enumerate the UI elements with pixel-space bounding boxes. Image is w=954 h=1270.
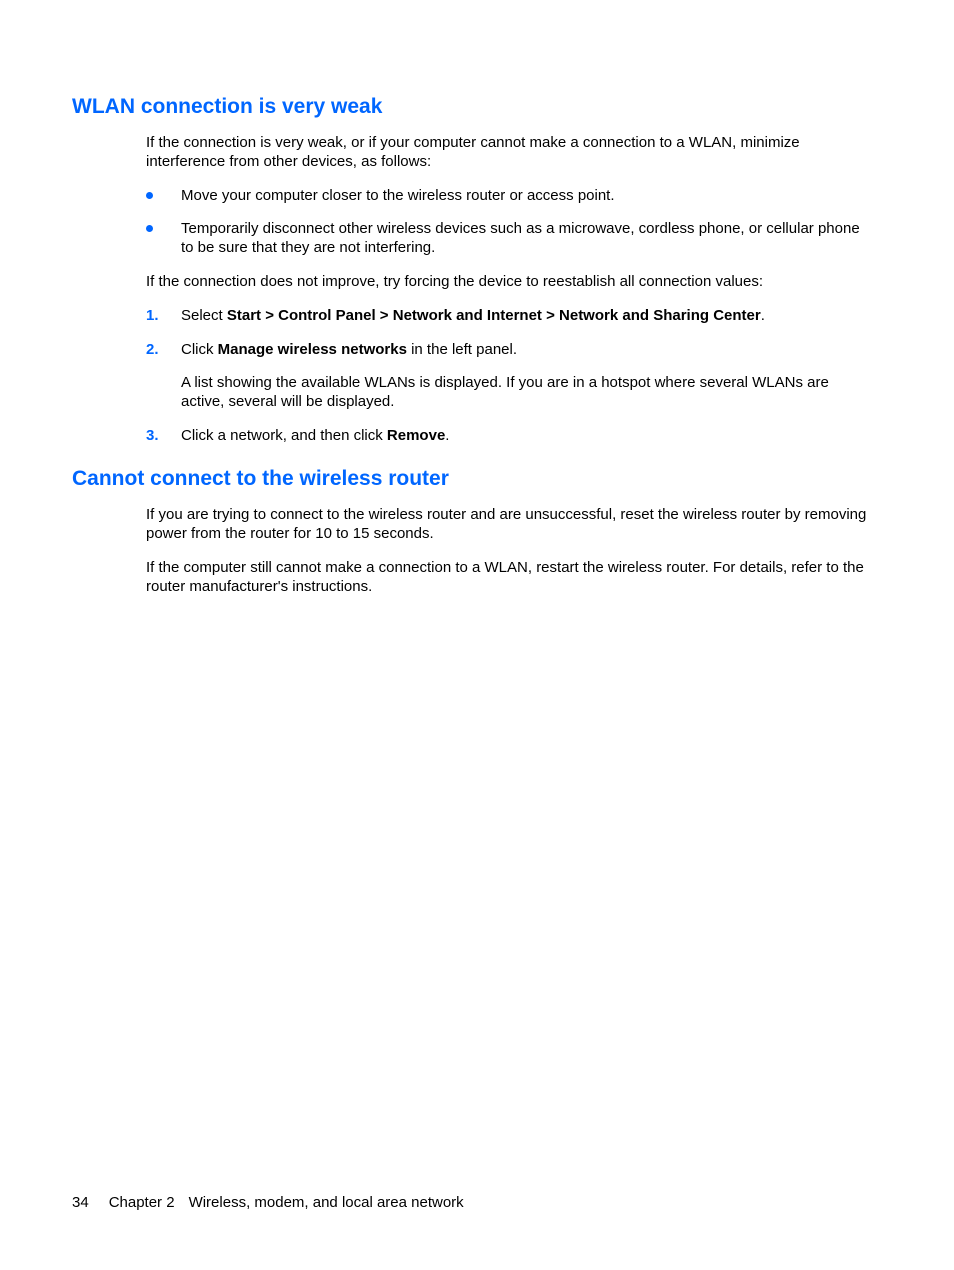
page-footer bbox=[72, 1193, 464, 1212]
step-number: 2. bbox=[146, 341, 159, 358]
cannot-connect-para-2: If the computer still cannot make a connection to a WLAN, restart the wireless router. For details, refer to the router manufacturer's instructions. bbox=[146, 559, 864, 595]
step-text: Click a network, and then click Remove. bbox=[181, 427, 450, 444]
bullet-text: Temporarily disconnect other wireless devices such as a microwave, cordless phone, or cellular phone to be sure that they are not interfering. bbox=[181, 220, 860, 256]
chapter-label: Chapter 2 bbox=[108, 1194, 175, 1211]
step-note: A list showing the available WLANs is displayed. If you are in a hotspot where several WLANs are active, several will be displayed. bbox=[181, 374, 829, 410]
step-bold-path: Start > Control Panel > Network and Internet > Network and Sharing Center bbox=[226, 307, 761, 324]
bullet-text: Move your computer closer to the wireless router or access point. bbox=[181, 187, 615, 204]
wlan-weak-intro: If the connection is very weak, or if your computer cannot make a connection to a WLAN, minimize interference from other devices, as follows: bbox=[146, 134, 800, 170]
section-heading-wlan-weak: WLAN connection is very weak bbox=[72, 95, 383, 118]
bullet-icon bbox=[146, 225, 153, 232]
step-bold-command: Remove bbox=[386, 427, 446, 444]
step-text: Select Start > Control Panel > Network and Internet > Network and Sharing Center. bbox=[181, 307, 765, 324]
step-number: 3. bbox=[146, 427, 159, 444]
step-number: 1. bbox=[146, 307, 159, 324]
chapter-title: Wireless, modem, and local area network bbox=[188, 1194, 464, 1211]
bullet-icon bbox=[146, 192, 153, 199]
page-number: 34 bbox=[72, 1194, 89, 1211]
step-text: Click Manage wireless networks in the left panel. bbox=[181, 341, 517, 358]
wlan-weak-lead: If the connection does not improve, try forcing the device to reestablish all connection values: bbox=[146, 273, 764, 290]
cannot-connect-para-1: If you are trying to connect to the wireless router and are unsuccessful, reset the wireless router by removing power from the router for 10 to 15 seconds. bbox=[146, 506, 867, 542]
step-bold-command: Manage wireless networks bbox=[217, 341, 407, 358]
section-heading-cannot-connect: Cannot connect to the wireless router bbox=[72, 467, 449, 490]
